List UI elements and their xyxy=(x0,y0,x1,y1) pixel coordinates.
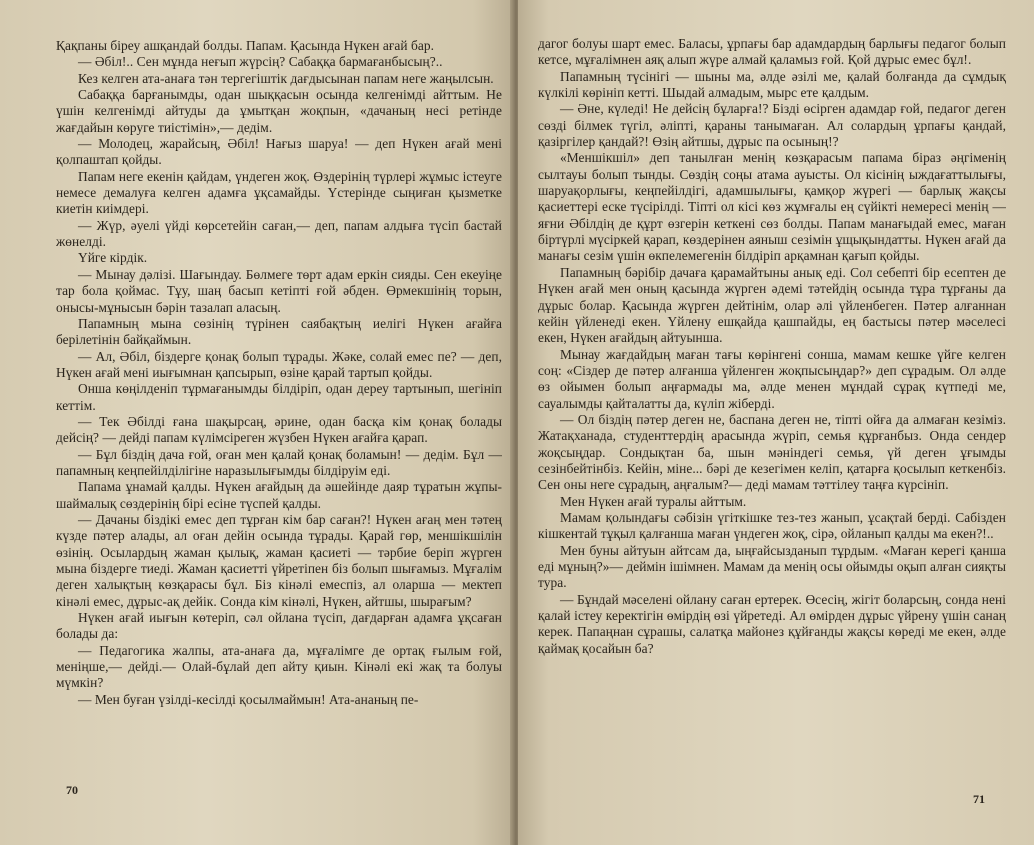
paragraph: — Мен буған үзілді-кесілді қосылмаймын! Ата-ананың пе- xyxy=(78,691,419,707)
page-number-right: 71 xyxy=(973,792,985,806)
paragraph: Папама ұнамай қалды. Нүкен ағайдың да әшейінде даяр тұратын жұпы-шаймалық сөздерінің бірі есіне түспей қалды. xyxy=(56,479,502,511)
paragraph: — Әбіл!.. Сен мұнда неғып жүрсің? Сабаққа бармағанбысың?.. xyxy=(78,54,443,70)
paragraph: Мынау жағдайдың маған тағы көрінгені сонша, мамам кешке үйге келген соң: «Сіздер де пәтер алғанша үйленген жоқпыcыңдар?» деп сұрадым. Ол әлде өз ойымен болып аңғармады ма, әлде менен мұндай сұрақ күтпеді ме, сауалымды қайталатты да, күліп жіберді. xyxy=(538,346,1006,411)
paragraph: — Педагогика жалпы, ата-анаға да, мұғалімге де ортақ ғылым ғой, меніңше,— дейді.— Олай-бұлай деп айту қиын. Кінәлі екі жақ та болуы мүмкін? xyxy=(56,642,502,691)
paragraph: «Меншікшіл» деп танылған менің көзқарасым папама біраз әңгіменің сылтауы болып тынды. Сөздің соңы атама ауысты. Ол кісінің ыждағаттылығы, шаруақорлығы, кеңпейілдігі, адамшылығы, қамқор жүрегі — барлық жақсы қасиеттері еске түсірілді. Тіпті ол кісі көз жұмғалы ең сүйікті немересі менің — яғни Әбілдің де құрт өзгерін кеткені сөз болды. Папам манағыдай емес, маған біртүрлі мүсіркей қарап, көздерінен аяныш сезімін ұщықындатты. Нүкен ағай да манағы сезім үшін өкпелемегенін білдіріп арқамнан қағып қойды. xyxy=(538,150,1006,264)
paragraph: Онша көңілденіп тұрмағанымды білдіріп, одан дереу тартынып, шегініп кеттім. xyxy=(56,381,502,413)
paragraph: Папамның бәрібір дачаға қарамайтыны анық еді. Сол себепті бір есептен де Нүкен ағай мен оның қасында жүрген әдемі тәтейдің осында тұра тұрғаны да дұрыс болар. Қасында жүрген дейтінім, олар әлі үйленбеген. Пәтер алғаннан кейін үйленеді екен. Үйлену ешқайда қашпайды, ең бастысы пәтер мәселесі екен, Нүкен ағайдың айтуынша. xyxy=(538,264,1006,346)
paragraph: Папам неге екенін қайдам, үндеген жоқ. Өздерінің түрлері жұмыс істеуге немесе демалуға келген адамға ұқсамайды. Үстерінде сыңиған қызметке киетін киімдері. xyxy=(56,168,502,217)
paragraph: Мен буны айтуын айтсам да, ыңғайсызданып тұрдым. «Маған керегі қанша еді мұның?»— деймін ішімнен. Мамам да менің осы ойымды оқып алған сияқты тура. xyxy=(538,542,1006,591)
right-page-text xyxy=(538,36,1006,796)
paragraph: Папамның түсінігі — шыны ма, әлде әзілі ме, қалай болғанда да сұмдық күлкілі көрініп кетті. Шыдай алмадым, мырс ете қалдым. xyxy=(538,68,1006,101)
left-page-text xyxy=(56,38,502,778)
paragraph: Папамның мына сөзінің түрінен саябақтың иелігі Нүкен ағайға берілетінін байқаймын. xyxy=(56,315,502,348)
paragraph: Мен Нүкен ағай туралы айттым. xyxy=(560,493,747,509)
paragraph: — Әне, күледі! Не дейсің бұларға!? Бізді өсірген адамдар ғой, педагог деген сөзді білмек түгіл, әліпті, қараны танымаған. Ал солардың ұрпағы қандай, қазіргілер қандай?! Өзің айтшы, дұрыс па осының!? xyxy=(538,101,1006,150)
paragraph: Нүкен ағай иығын көтеріп, сәл ойлана түсіп, дағдарған адамға ұқсаған болады да: xyxy=(56,610,502,642)
left-page xyxy=(0,0,514,845)
paragraph: Қақпаны біреу ашқандай болды. Папам. Қасында Нүкен ағай бар. xyxy=(56,38,435,53)
paragraph: Кез келген ата-анаға тән тергегіштік дағдысынан папам неге жаңылсын. xyxy=(78,70,494,86)
page-number-left: 70 xyxy=(66,783,78,797)
paragraph: дагог болуы шарт емес. Баласы, ұрпағы бар адамдардың барлығы педагог болып кетсе, мұғалімнен аяқ алып жүре алмай қаламыз ғой. Қой дұрыс емес бұл!. xyxy=(538,36,1006,68)
paragraph: — Дачаны біздікі емес деп тұрған кім бар саған?! Нүкен ағаң мен тәтең күзде пәтер алады, ал оған дейін осында тұрады. Қарай гөр, меншікшілін өзінің. Осылардың жаман қылық, жаман қасиеті — тәрбие беріп жүрген мына біздерге тиеді. Жаман қасиетті үйретіпен біз болып шығамыз. Мұғалім деген халықтың көзқарасы бұл. Біз кінәлі емеспіз, ал оларша — мектеп кінәлі емес, дұрыс-ақ дейік. Сонда кім кінәлі, Нүкен, айтшы, шырағым? xyxy=(56,511,502,609)
paragraph: Үйге кірдік. xyxy=(78,250,148,266)
paragraph: — Ал, Әбіл, біздерге қонақ болып тұрады. Жәке, солай емес пе? — деп, Нүкен ағай мені иығымнан қапсырып, өзіне қарай тартып қойды. xyxy=(56,348,502,380)
paragraph: — Бұндай мәселені ойлану саған ертерек. Өсесің, жігіт боларсың, сонда нені қалай істеу керектігін өмірдің өзі үйретеді. Ал өмірден дұрыс үйрену үшін санаң керек. Папаңнан сұрашы, салатқа майонез құйғанды жақсы көреді ме екен, әлде қаймақ қосайын ба? xyxy=(538,591,1006,656)
paragraph: — Ол біздің пәтер деген не, баспана деген не, тіпті ойға да алмаған кезіміз. Жатақханада, студенттердің арасында жүріп, семья құрғанбыз. Онда сендер жоқсыңдар. Сондықтан ба, шын мәніндегі семья, үй деген ұғымды сезінбейтінбіз. Кейін, міне... бәрі де кезегімен келіп, қатарға қосылып кеткенбіз. Сен оны неге сұрадың, аңғалым?— деді мамам тәттілеу таңға күрсініп. xyxy=(538,411,1006,493)
paragraph: — Тек Әбілді ғана шақырсаң, әрине, одан басқа кім қонақ болады дейсің? — дейді папам күлімсіреген жүзбен Нүкен ағайға қарап. xyxy=(56,413,502,446)
paragraph: — Бұл біздің дача ғой, оған мен қалай қонақ боламын! — дедім. Бұл — папамның кеңпейілділігіне наразылығымды білдіруім еді. xyxy=(56,446,502,478)
paragraph: Мамам қолындағы сәбізін үгіткішке тез-тез жанып, ұсақтай берді. Сабізден кішкентай тұқыл қалғанша маған үндеген жоқ, сірә, ойланып қалды ма екен?!.. xyxy=(538,509,1006,542)
paragraph: Сабаққа барғанымды, одан шыққасын осында келгенімді айттым. Не үшін келгенімді айтуды да ұмытқан жоқпын, «дачаның несі ретінде жағдайын көруге тиістімін»,— дедім. xyxy=(56,87,502,135)
paragraph: — Мынау дәлізі. Шағындау. Бөлмеге төрт адам еркін сияды. Сен екеуіңе тар бола қоймас. Тұу, шаң басып кетіпті ғой әбден. Өрмекшінің торын, оныcы-мұнысын бәрін тазалап аласың. xyxy=(56,266,502,315)
paragraph: — Жүр, әуелі үйді көрсетейін саған,— деп, папам алдыға түсіп бастай жөнелді. xyxy=(56,217,502,250)
paragraph: — Молодец, жарайсың, Әбіл! Нағыз шаруа! — деп Нүкен ағай мені қолпаштап қойды. xyxy=(56,136,502,168)
right-page xyxy=(518,0,1034,845)
